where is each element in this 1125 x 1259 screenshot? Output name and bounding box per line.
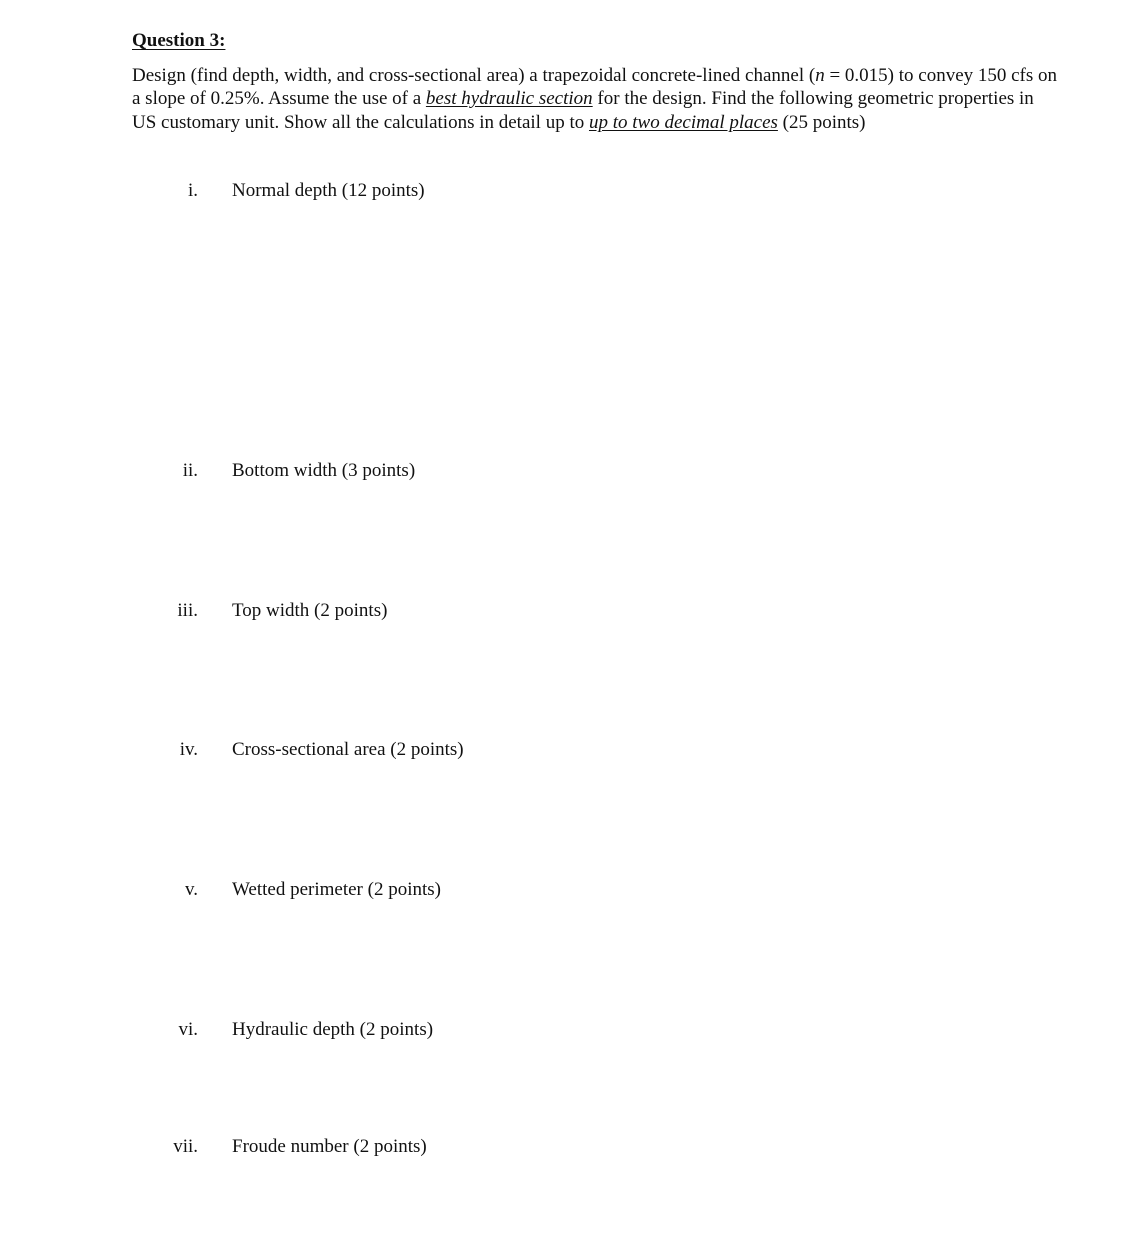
question-heading: Question 3: xyxy=(132,30,226,51)
question-text-part2: = 0.015) to convey 150 cfs on a slope of 0.25%. Assume the use of a xyxy=(132,65,1058,110)
item-number: vii. xyxy=(173,1136,198,1157)
question-text-part3: for the design. Find the following geometric properties in US customary unit. Show all the calculations in detail up to xyxy=(132,88,1034,133)
variable-n: n xyxy=(815,65,825,86)
item-number: ii. xyxy=(182,460,198,481)
emphasis-decimal-places: up to two decimal places xyxy=(588,111,778,133)
question-text-part4: (25 points) xyxy=(777,111,866,133)
item-label: Top width (2 points) xyxy=(232,600,388,621)
item-label: Froude number (2 points) xyxy=(232,1136,427,1157)
item-label: Bottom width (3 points) xyxy=(232,460,416,481)
item-label: Normal depth (12 points) xyxy=(232,180,425,201)
item-number: iii. xyxy=(177,600,198,621)
item-number: vi. xyxy=(178,1019,198,1040)
item-label: Cross-sectional area (2 points) xyxy=(232,739,464,760)
emphasis-best-hydraulic-section: best hydraulic section xyxy=(425,88,593,110)
item-number: i. xyxy=(187,180,198,201)
item-number: iv. xyxy=(179,739,198,760)
question-body xyxy=(132,64,1062,134)
item-number: v. xyxy=(184,879,198,900)
item-label: Wetted perimeter (2 points) xyxy=(232,879,441,900)
question-text-part1: Design (find depth, width, and cross-sectional area) a trapezoidal concrete-lined channel ( xyxy=(132,65,816,86)
item-label: Hydraulic depth (2 points) xyxy=(232,1019,434,1040)
